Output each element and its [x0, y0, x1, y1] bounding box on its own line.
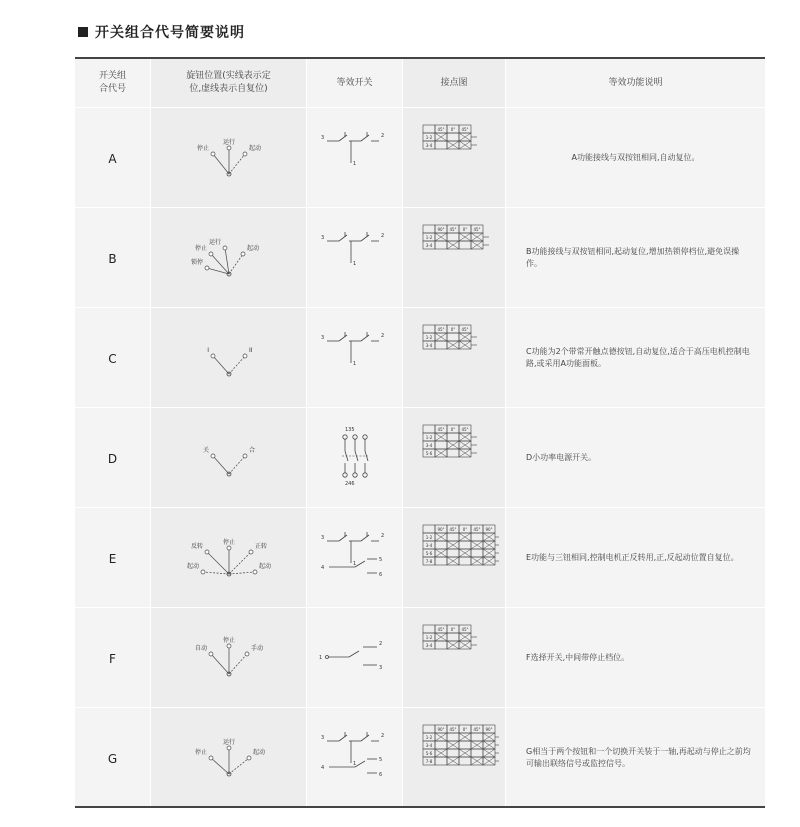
- description-cell: [506, 708, 766, 808]
- knob-diagram: [169, 726, 289, 786]
- svg-text:4: 4: [320, 764, 324, 771]
- code-cell: [75, 108, 151, 208]
- table-row: [75, 708, 765, 808]
- svg-text:0°: 0°: [462, 226, 468, 232]
- contact-cell: [403, 308, 506, 408]
- knob-diagram: [169, 126, 289, 186]
- svg-text:起动: 起动: [246, 244, 259, 252]
- equivalent-switch-diagram: [315, 321, 395, 391]
- table-row: [75, 608, 765, 708]
- svg-text:45°: 45°: [437, 326, 445, 332]
- code-letter: E: [108, 552, 117, 566]
- svg-text:1-2: 1-2: [425, 634, 433, 640]
- contact-diagram: [409, 321, 499, 391]
- description-cell: [506, 608, 766, 708]
- svg-text:3-4: 3-4: [425, 742, 433, 748]
- contact-cell: [403, 508, 506, 608]
- description-text: C功能为2个带常开触点德按钮,自动复位,适合于高压电机控制电路,或采用A功能面板。: [526, 346, 750, 368]
- svg-text:反转: 反转: [190, 542, 203, 550]
- equivalent-cell: [307, 608, 403, 708]
- svg-text:运行: 运行: [222, 738, 235, 746]
- svg-text:4: 4: [320, 564, 324, 571]
- equivalent-switch-diagram: [315, 621, 395, 691]
- svg-text:1: 1: [352, 260, 356, 267]
- svg-text:45°: 45°: [473, 226, 481, 232]
- equivalent-cell: [307, 708, 403, 808]
- equivalent-switch-diagram: [315, 121, 395, 191]
- knob-cell: [151, 408, 307, 508]
- contact-cell: [403, 708, 506, 808]
- contact-cell: [403, 408, 506, 508]
- contact-diagram: [409, 721, 499, 791]
- knob-cell: [151, 308, 307, 408]
- svg-text:2: 2: [380, 732, 384, 739]
- svg-text:90°: 90°: [485, 526, 493, 532]
- svg-text:45°: 45°: [473, 526, 481, 532]
- title-bullet-icon: [78, 27, 88, 37]
- svg-text:0°: 0°: [450, 626, 456, 632]
- svg-text:1-2: 1-2: [425, 434, 433, 440]
- code-letter: G: [107, 752, 118, 766]
- description-text: F选择开关,中间带停止档位。: [526, 652, 630, 662]
- svg-text:3: 3: [378, 664, 382, 671]
- svg-text:起动: 起动: [186, 562, 199, 570]
- svg-text:I: I: [206, 346, 209, 354]
- contact-diagram: [409, 121, 499, 191]
- description-cell: [506, 108, 766, 208]
- svg-text:45°: 45°: [461, 426, 469, 432]
- svg-text:5-6: 5-6: [425, 550, 433, 556]
- svg-text:5-6: 5-6: [425, 750, 433, 756]
- svg-text:3-4: 3-4: [425, 642, 433, 648]
- svg-text:135: 135: [344, 426, 355, 433]
- contact-diagram: [409, 421, 499, 491]
- svg-text:0°: 0°: [450, 326, 456, 332]
- knob-cell: [151, 208, 307, 308]
- svg-text:停止: 停止: [194, 748, 207, 756]
- header-position-line2: 位,虚线表示自复位): [189, 84, 268, 94]
- description-cell: [506, 308, 766, 408]
- knob-cell: [151, 608, 307, 708]
- table-row: [75, 408, 765, 508]
- equivalent-cell: [307, 408, 403, 508]
- svg-text:II: II: [248, 346, 253, 354]
- svg-text:1: 1: [352, 360, 356, 367]
- svg-text:1: 1: [318, 654, 322, 661]
- svg-text:45°: 45°: [437, 126, 445, 132]
- equivalent-switch-diagram: [315, 421, 395, 491]
- code-cell: [75, 408, 151, 508]
- knob-cell: [151, 108, 307, 208]
- svg-text:1-2: 1-2: [425, 734, 433, 740]
- svg-text:3-4: 3-4: [425, 442, 433, 448]
- code-cell: [75, 208, 151, 308]
- svg-text:45°: 45°: [437, 426, 445, 432]
- svg-text:3-4: 3-4: [425, 142, 433, 148]
- svg-text:3-4: 3-4: [425, 242, 433, 248]
- svg-text:3: 3: [320, 234, 324, 241]
- svg-text:运行: 运行: [222, 138, 235, 146]
- header-position: [151, 59, 307, 108]
- svg-text:45°: 45°: [461, 626, 469, 632]
- svg-text:1: 1: [352, 560, 356, 567]
- svg-text:停止: 停止: [194, 244, 207, 252]
- knob-cell: [151, 708, 307, 808]
- code-cell: [75, 608, 151, 708]
- svg-text:1-2: 1-2: [425, 134, 433, 140]
- table-row: [75, 208, 765, 308]
- header-contact: 接点图: [403, 59, 506, 108]
- contact-cell: [403, 208, 506, 308]
- code-cell: [75, 508, 151, 608]
- knob-diagram: [169, 626, 289, 686]
- code-letter: A: [108, 152, 117, 166]
- svg-text:2: 2: [380, 332, 384, 339]
- svg-text:45°: 45°: [437, 626, 445, 632]
- equivalent-switch-diagram: [315, 721, 395, 791]
- section-title: [78, 22, 245, 42]
- svg-text:起动: 起动: [258, 562, 271, 570]
- header-code-line2: 合代号: [98, 84, 126, 94]
- svg-text:90°: 90°: [437, 526, 445, 532]
- svg-text:6: 6: [378, 771, 382, 778]
- svg-text:7-8: 7-8: [425, 558, 433, 564]
- svg-text:1-2: 1-2: [425, 334, 433, 340]
- equivalent-switch-diagram: [315, 521, 395, 591]
- switch-code-table: [75, 59, 765, 808]
- knob-diagram: [169, 226, 289, 286]
- svg-text:2: 2: [380, 232, 384, 239]
- svg-text:正转: 正转: [254, 542, 267, 550]
- svg-text:锁停: 锁停: [190, 258, 203, 266]
- description-cell: [506, 508, 766, 608]
- svg-text:5-6: 5-6: [425, 450, 433, 456]
- knob-diagram: [169, 326, 289, 386]
- svg-text:0°: 0°: [450, 126, 456, 132]
- svg-text:6: 6: [378, 571, 382, 578]
- equivalent-cell: [307, 308, 403, 408]
- svg-text:45°: 45°: [449, 726, 457, 732]
- svg-text:45°: 45°: [461, 326, 469, 332]
- svg-text:合: 合: [248, 446, 255, 454]
- svg-text:2: 2: [380, 532, 384, 539]
- svg-text:运行: 运行: [208, 238, 221, 246]
- svg-text:45°: 45°: [449, 226, 457, 232]
- code-letter: C: [108, 352, 117, 366]
- equivalent-cell: [307, 508, 403, 608]
- bottom-rule: [75, 806, 765, 808]
- contact-cell: [403, 608, 506, 708]
- header-code-line1: 开关组: [98, 71, 126, 81]
- svg-text:1: 1: [352, 760, 356, 767]
- table-row: [75, 108, 765, 208]
- knob-diagram: [169, 526, 289, 586]
- table-row: [75, 508, 765, 608]
- svg-text:停止: 停止: [222, 636, 235, 644]
- svg-text:1-2: 1-2: [425, 234, 433, 240]
- description-cell: [506, 408, 766, 508]
- code-letter: B: [108, 252, 117, 266]
- contact-diagram: [409, 221, 499, 291]
- svg-text:90°: 90°: [437, 726, 445, 732]
- header-row: [75, 59, 765, 108]
- svg-text:3: 3: [320, 134, 324, 141]
- equivalent-cell: [307, 108, 403, 208]
- header-code: [75, 59, 151, 108]
- code-letter: F: [109, 652, 116, 666]
- svg-text:起动: 起动: [252, 748, 265, 756]
- knob-diagram: [169, 426, 289, 486]
- svg-text:手动: 手动: [250, 644, 263, 652]
- contact-diagram: [409, 521, 499, 591]
- svg-text:3: 3: [320, 734, 324, 741]
- header-function: 等效功能说明: [506, 59, 766, 108]
- svg-text:90°: 90°: [437, 226, 445, 232]
- svg-text:0°: 0°: [450, 426, 456, 432]
- description-text: E功能与三钮相同,控制电机正反转用,正,反起动位置自复位。: [526, 552, 739, 562]
- svg-text:7-8: 7-8: [425, 758, 433, 764]
- svg-text:45°: 45°: [449, 526, 457, 532]
- equivalent-cell: [307, 208, 403, 308]
- svg-text:3: 3: [320, 534, 324, 541]
- header-equivalent: 等效开关: [307, 59, 403, 108]
- svg-text:3-4: 3-4: [425, 342, 433, 348]
- contact-cell: [403, 108, 506, 208]
- description-text: D小功率电源开关。: [526, 452, 597, 462]
- svg-text:起动: 起动: [248, 144, 261, 152]
- svg-text:90°: 90°: [485, 726, 493, 732]
- svg-text:停止: 停止: [196, 144, 209, 152]
- title-text: 开关组合代号简要说明: [95, 25, 245, 41]
- svg-text:3: 3: [320, 334, 324, 341]
- svg-text:5: 5: [378, 556, 382, 563]
- svg-text:自动: 自动: [194, 644, 207, 652]
- svg-text:1-2: 1-2: [425, 534, 433, 540]
- svg-text:2: 2: [378, 640, 382, 647]
- description-cell: [506, 208, 766, 308]
- svg-text:2: 2: [380, 132, 384, 139]
- description-text: G相当于两个按钮和一个切换开关装于一轴,再起动与停止之前均可输出联络信号或监控信号。: [526, 746, 751, 768]
- svg-text:关: 关: [202, 446, 209, 454]
- description-text: A功能接线与双按钮相同,自动复位。: [571, 152, 700, 162]
- svg-text:0°: 0°: [462, 726, 468, 732]
- contact-diagram: [409, 621, 499, 691]
- svg-text:45°: 45°: [473, 726, 481, 732]
- equivalent-switch-diagram: [315, 221, 395, 291]
- svg-text:1: 1: [352, 160, 356, 167]
- description-text: B功能接线与双按钮相同,起动复位,增加热锁停档位,避免误操作。: [526, 246, 740, 268]
- svg-text:3-4: 3-4: [425, 542, 433, 548]
- table-row: [75, 308, 765, 408]
- svg-text:246: 246: [344, 480, 355, 487]
- svg-text:停止: 停止: [222, 538, 235, 546]
- code-cell: [75, 308, 151, 408]
- svg-text:5: 5: [378, 756, 382, 763]
- header-position-line1: 旋钮位置(实线表示定: [186, 71, 271, 81]
- code-cell: [75, 708, 151, 808]
- svg-text:45°: 45°: [461, 126, 469, 132]
- code-letter: D: [107, 452, 118, 466]
- knob-cell: [151, 508, 307, 608]
- svg-text:0°: 0°: [462, 526, 468, 532]
